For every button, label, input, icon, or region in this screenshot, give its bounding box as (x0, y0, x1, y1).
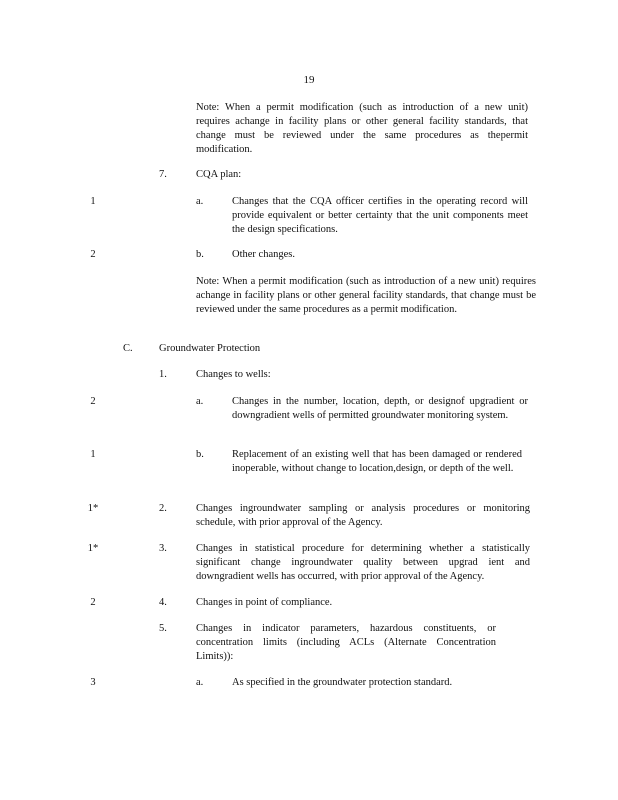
item-7b-text: Other changes. (232, 249, 295, 260)
item-c1-label: 1. (159, 369, 167, 380)
item-c5-label: 5. (159, 623, 167, 634)
section-c-title: Groundwater Protection (159, 343, 261, 354)
item-c1a-label: a. (196, 396, 204, 407)
item-c5a-label: a. (196, 677, 204, 688)
item-c1b-text: Replacement of an existing well that has been damaged or rendered inoperable, without change to location,design, or depth of the well. (232, 449, 522, 474)
item-7b-class: 2 (90, 249, 96, 260)
item-c2-class: 1* (87, 503, 99, 514)
page-number: 19 (303, 74, 315, 86)
item-c5-text: Changes in indicator parameters, hazardous constituents, or concentration limits (including ACLs (Alternate Concentration Limits)): (196, 623, 496, 662)
item-c1-text: Changes to wells: (196, 369, 271, 380)
item-c5a-class: 3 (90, 677, 96, 688)
item-c3-text: Changes in statistical procedure for determining whether a statistically significant change ingroundwater quality between upgrad ient and downgradient wells has occurred, with prior approval of the Agency. (196, 543, 530, 582)
item-c4-text: Changes in point of compliance. (196, 597, 333, 608)
item-c3-class: 1* (87, 543, 99, 554)
item-c1a-text: Changes in the number, location, depth, or designof upgradient or downgradient wells of permitted groundwater monitoring system. (232, 396, 528, 421)
item-c1b-class: 1 (90, 449, 96, 460)
note-permit-modification-2: Note: When a permit modification (such as introduction of a new unit) requires achange in facility plans or other general facility standards, that change must be reviewed under the same procedures as a permit modification. (196, 276, 536, 315)
note-permit-modification-1: Note: When a permit modification (such as introduction of a new unit) requires achange in facility plans or other general facility standards, that change must be reviewed under the same procedures as thepermit modification. (196, 102, 528, 155)
item-c4-label: 4. (159, 597, 167, 608)
item-7a-text: Changes that the CQA officer certifies in the operating record will provide equivalent or better certainty that the unit components meet the design specifications. (232, 196, 528, 235)
item-7a-class: 1 (90, 196, 96, 207)
item-c3-label: 3. (159, 543, 167, 554)
item-c2-text: Changes ingroundwater sampling or analysis procedures or monitoring schedule, with prior approval of the Agency. (196, 503, 530, 528)
item-7-label: 7. (159, 169, 167, 180)
item-7-text: CQA plan: (196, 169, 242, 180)
item-c1b-label: b. (196, 449, 204, 460)
item-c4-class: 2 (90, 597, 96, 608)
item-7b-label: b. (196, 249, 204, 260)
item-7a-label: a. (196, 196, 204, 207)
item-c1a-class: 2 (90, 396, 96, 407)
section-c-label: C. (123, 343, 133, 354)
item-c2-label: 2. (159, 503, 167, 514)
item-c5a-text: As specified in the groundwater protection standard. (232, 677, 453, 688)
